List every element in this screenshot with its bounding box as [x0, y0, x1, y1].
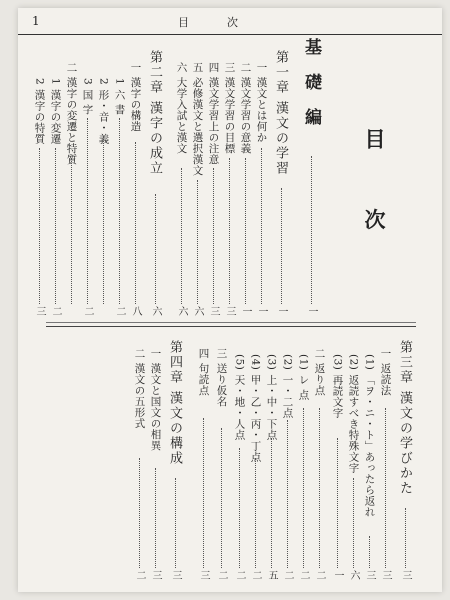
leader-dots — [369, 536, 370, 568]
toc-entry: 一 漢字の構造 — [129, 62, 142, 132]
toc-entry: 三 漢文学習の目標 — [223, 62, 236, 154]
page-ref: 三 — [170, 570, 181, 580]
toc-entry: 五 必修漢文と選択漢文 — [191, 62, 204, 176]
toc-entry: 六 大学入試と漢文 — [175, 62, 188, 154]
leader-dots — [71, 158, 72, 304]
page-ref: 一 — [240, 306, 251, 316]
page-ref: 六 — [348, 570, 359, 580]
page-ref: 二 — [134, 570, 145, 580]
page-ref: 三 — [380, 570, 391, 580]
toc-entry: 2 漢字の特質 — [33, 78, 46, 145]
leader-dots — [229, 158, 230, 304]
page-ref: 一 — [276, 306, 287, 316]
leader-dots — [119, 118, 120, 304]
page-ref: 三 — [208, 306, 219, 316]
leader-dots — [55, 148, 56, 304]
page-number: 1 — [32, 14, 40, 28]
page-ref: 一 — [256, 306, 267, 316]
toc-entry: (4) 甲・乙・丙・丁点 — [249, 354, 262, 463]
leader-dots — [139, 458, 140, 568]
leader-dots — [87, 118, 88, 304]
leader-dots — [385, 408, 386, 568]
toc-entry: 2 形・音・義 — [97, 78, 110, 145]
part-heading: 基 礎 編 — [301, 38, 321, 131]
book-page — [18, 8, 442, 592]
leader-dots — [175, 478, 176, 568]
toc-entry: 三 送り仮名 — [215, 348, 228, 407]
page-ref: 六 — [176, 306, 187, 316]
page-ref: 六 — [192, 306, 203, 316]
leader-dots — [319, 408, 320, 568]
page-ref: 二 — [282, 570, 293, 580]
page-ref: 二 — [50, 306, 61, 316]
leader-dots — [155, 194, 156, 304]
leader-dots — [213, 168, 214, 304]
toc-entry: (3) 上・中・下点 — [265, 354, 278, 441]
page-ref: 三 — [34, 306, 45, 316]
page-ref: 二 — [82, 306, 93, 316]
leader-dots — [303, 408, 304, 568]
leader-dots — [281, 188, 282, 304]
leader-dots — [245, 158, 246, 304]
toc-entry: 二 漢文の五形式 — [133, 348, 146, 429]
leader-dots — [135, 142, 136, 304]
leader-dots — [311, 156, 312, 304]
page-ref: 三 — [224, 306, 235, 316]
toc-entry: 二 漢文学習の意義 — [239, 62, 252, 154]
toc-entry: 二 漢字の変遷と特質 — [65, 62, 78, 165]
page-ref: 二 — [216, 570, 227, 580]
page-ref: 二 — [298, 570, 309, 580]
leader-dots — [155, 468, 156, 568]
leader-dots — [203, 418, 204, 568]
chapter-1-heading: 第一章 漢文の学習 — [273, 50, 288, 177]
leader-dots — [239, 448, 240, 568]
chapter-2-heading: 第二章 漢字の成立 — [147, 50, 162, 177]
leader-dots — [261, 148, 262, 304]
toc-entry: (1) レ 点 — [297, 354, 310, 401]
page-ref: 一 — [306, 306, 317, 316]
page-ref: 三 — [364, 570, 375, 580]
page-ref: 二 — [314, 570, 325, 580]
leader-dots — [337, 438, 338, 568]
toc-entry: (5) 天・地・人点 — [233, 354, 246, 441]
page-ref: 五 — [266, 570, 277, 580]
leader-dots — [39, 148, 40, 304]
page-ref: 三 — [198, 570, 209, 580]
page-header — [18, 8, 442, 35]
toc-entry: 3 国 字 — [81, 78, 94, 115]
page-ref: 六 — [150, 306, 161, 316]
page-ref: 一 — [332, 570, 343, 580]
section-rule — [46, 322, 416, 323]
running-title: 目次 — [178, 16, 276, 29]
toc-entry: (2) 返読すべき特殊文字 — [347, 354, 360, 474]
toc-entry: 四 句読点 — [197, 348, 210, 396]
toc-entry: 一 返読法 — [379, 348, 392, 396]
toc-entry: 二 返り点 — [313, 348, 326, 396]
chapter-4-heading: 第四章 漢文の構成 — [167, 340, 182, 467]
page-ref: 二 — [250, 570, 261, 580]
leader-dots — [271, 438, 272, 568]
toc-entry: (1) 「ヲ・ニ・ト」あったら返れ — [363, 354, 376, 518]
page-ref: 三 — [400, 570, 411, 580]
toc-entry: 一 漢文と国文の相異 — [149, 348, 162, 451]
page-ref: 二 — [114, 306, 125, 316]
leader-dots — [181, 168, 182, 304]
page-ref: 三 — [150, 570, 161, 580]
leader-dots — [197, 180, 198, 304]
page-ref: 二 — [234, 570, 245, 580]
toc-entry: 一 漢文とは何か — [255, 62, 268, 143]
leader-dots — [287, 420, 288, 568]
chapter-3-heading: 第三章 漢文の学びかた — [397, 340, 412, 497]
toc-entry: 1 六 書 — [113, 78, 126, 115]
leader-dots — [405, 508, 406, 568]
toc-title: 目 次 — [362, 128, 387, 256]
leader-dots — [353, 478, 354, 568]
page-ref: 八 — [130, 306, 141, 316]
toc-entry: (2) 一・二点 — [281, 354, 294, 419]
section-divider — [46, 326, 416, 327]
leader-dots — [103, 136, 104, 304]
leader-dots — [221, 428, 222, 568]
toc-entry: 1 漢字の変遷 — [49, 78, 62, 145]
toc-entry: 四 漢文学習上の注意 — [207, 62, 220, 165]
leader-dots — [255, 458, 256, 568]
toc-entry: (3) 再読文字 — [331, 354, 344, 419]
